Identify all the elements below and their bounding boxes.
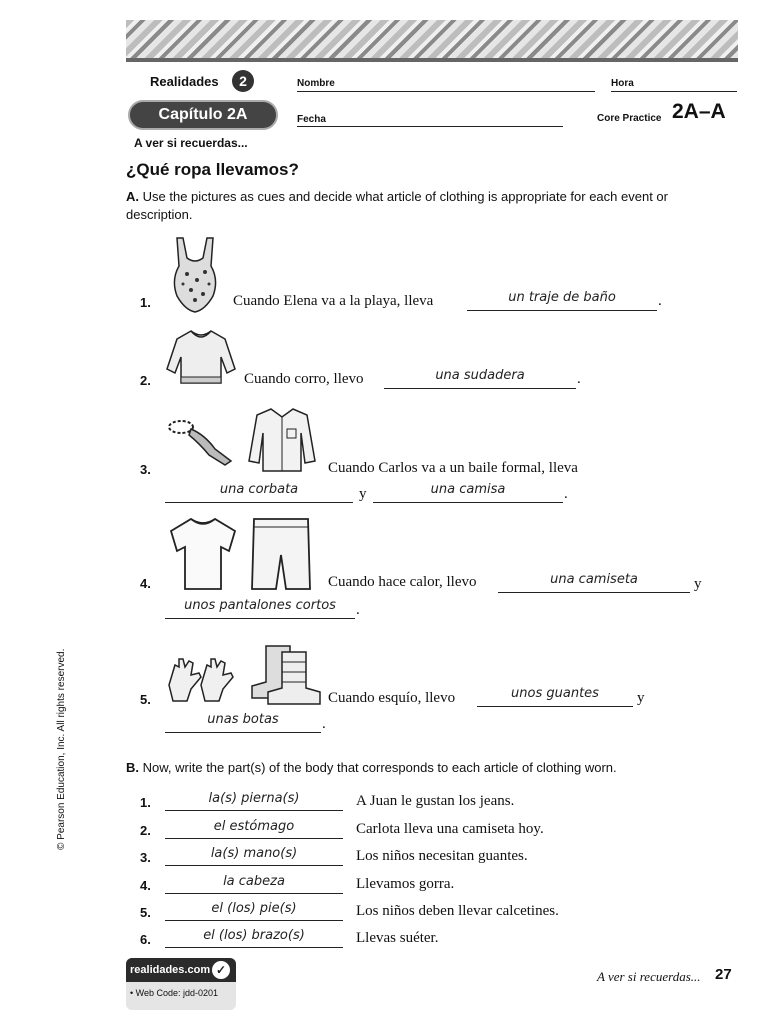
a-item-5-answer2: unas botas xyxy=(207,712,279,727)
page-number: 27 xyxy=(715,966,732,983)
copyright-notice: © Pearson Education, Inc. All rights reserved. xyxy=(56,648,67,850)
section-a-instructions xyxy=(126,188,736,224)
page-title: ¿Qué ropa llevamos? xyxy=(126,160,299,179)
b-item-2-number: 2. xyxy=(140,823,151,838)
web-code: • Web Code: jdd-0201 xyxy=(130,988,219,998)
b-item-3-text: Los niños necesitan guantes. xyxy=(356,848,528,864)
a-item-3-join: y xyxy=(359,486,367,502)
section-a-letter: A. xyxy=(126,189,139,204)
ski-boots-icon xyxy=(246,642,326,708)
a-item-3-text: Cuando Carlos va a un baile formal, lleva xyxy=(328,460,578,476)
series-name: Realidades xyxy=(150,74,219,89)
a-item-5-answer: unos guantes xyxy=(511,686,599,701)
b-item-6-number: 6. xyxy=(140,932,151,947)
swimsuit-icon xyxy=(165,236,225,316)
hora-label: Hora xyxy=(611,78,634,89)
b-item-2-text: Carlota lleva una camiseta hoy. xyxy=(356,821,544,837)
section-a-text: Use the pictures as cues and decide what article of clothing is appropriate for each event or description. xyxy=(126,189,668,222)
nombre-field[interactable] xyxy=(297,91,595,92)
shorts-icon xyxy=(250,515,312,593)
fecha-label: Fecha xyxy=(297,114,326,125)
a-item-1-text: Cuando Elena va a la playa, lleva xyxy=(233,293,434,309)
chapter-badge: Capítulo 2A xyxy=(128,100,278,130)
a-item-4-end: . xyxy=(356,602,360,618)
section-b-letter: B. xyxy=(126,760,139,775)
gloves-icon xyxy=(165,655,241,705)
b-item-6-text: Llevas suéter. xyxy=(356,930,439,946)
practice-code: 2A–A xyxy=(672,100,726,123)
b-item-1-number: 1. xyxy=(140,795,151,810)
a-item-3-number: 3. xyxy=(140,462,151,477)
a-item-4-text: Cuando hace calor, llevo xyxy=(328,574,477,590)
b-item-4-text: Llevamos gorra. xyxy=(356,876,455,892)
b-item-3-number: 3. xyxy=(140,850,151,865)
b-item-6-answer: el (los) brazo(s) xyxy=(203,928,305,943)
fecha-field[interactable] xyxy=(297,126,563,127)
a-item-4-number: 4. xyxy=(140,576,151,591)
a-item-2-answer: una sudadera xyxy=(435,368,525,383)
a-item-5-number: 5. xyxy=(140,692,151,707)
b-item-4-answer: la cabeza xyxy=(223,874,285,889)
running-title: A ver si recuerdas... xyxy=(597,969,701,984)
sweatshirt-icon xyxy=(165,327,237,387)
nombre-label: Nombre xyxy=(297,78,335,89)
a-item-4-answer2: unos pantalones cortos xyxy=(184,598,336,613)
a-item-3-end: . xyxy=(564,486,568,502)
b-item-1-answer: la(s) pierna(s) xyxy=(208,791,300,806)
a-item-1-end: . xyxy=(658,293,662,309)
b-item-4-number: 4. xyxy=(140,878,151,893)
decorative-banner xyxy=(126,20,738,60)
b-item-5-answer: el (los) pie(s) xyxy=(211,901,297,916)
series-level-badge: 2 xyxy=(232,70,254,92)
b-item-1-text: A Juan le gustan los jeans. xyxy=(356,793,515,809)
b-item-3-answer: la(s) mano(s) xyxy=(210,846,298,861)
a-item-3-answer: una corbata xyxy=(219,482,299,497)
a-item-4-answer: una camiseta xyxy=(550,572,638,587)
shirt-icon xyxy=(247,405,317,475)
section-b-text: Now, write the part(s) of the body that corresponds to each article of clothing worn. xyxy=(142,760,617,775)
a-item-1-number: 1. xyxy=(140,295,151,310)
section-subtitle: A ver si recuerdas... xyxy=(134,136,248,150)
a-item-5-end: . xyxy=(322,716,326,732)
banner-stripe xyxy=(126,58,738,62)
b-item-5-text: Los niños deben llevar calcetines. xyxy=(356,903,559,919)
tshirt-icon xyxy=(165,515,241,593)
site-link[interactable]: realidades.com xyxy=(126,958,236,982)
b-item-2-answer: el estómago xyxy=(213,819,295,834)
a-item-2-number: 2. xyxy=(140,373,151,388)
hora-field[interactable] xyxy=(611,91,737,92)
core-practice-label: Core Practice xyxy=(597,113,662,124)
a-item-1-answer: un traje de baño xyxy=(508,290,616,305)
a-item-5-text: Cuando esquío, llevo xyxy=(328,690,456,706)
a-item-5-join: y xyxy=(637,690,645,706)
b-item-5-number: 5. xyxy=(140,905,151,920)
checkmark-icon: ✓ xyxy=(212,961,230,979)
a-item-3-answer2: una camisa xyxy=(430,482,506,497)
a-item-2-end: . xyxy=(577,371,581,387)
necktie-icon xyxy=(165,415,235,467)
a-item-4-join: y xyxy=(694,576,702,592)
section-b-instructions xyxy=(126,759,736,777)
a-item-2-text: Cuando corro, llevo xyxy=(244,371,364,387)
